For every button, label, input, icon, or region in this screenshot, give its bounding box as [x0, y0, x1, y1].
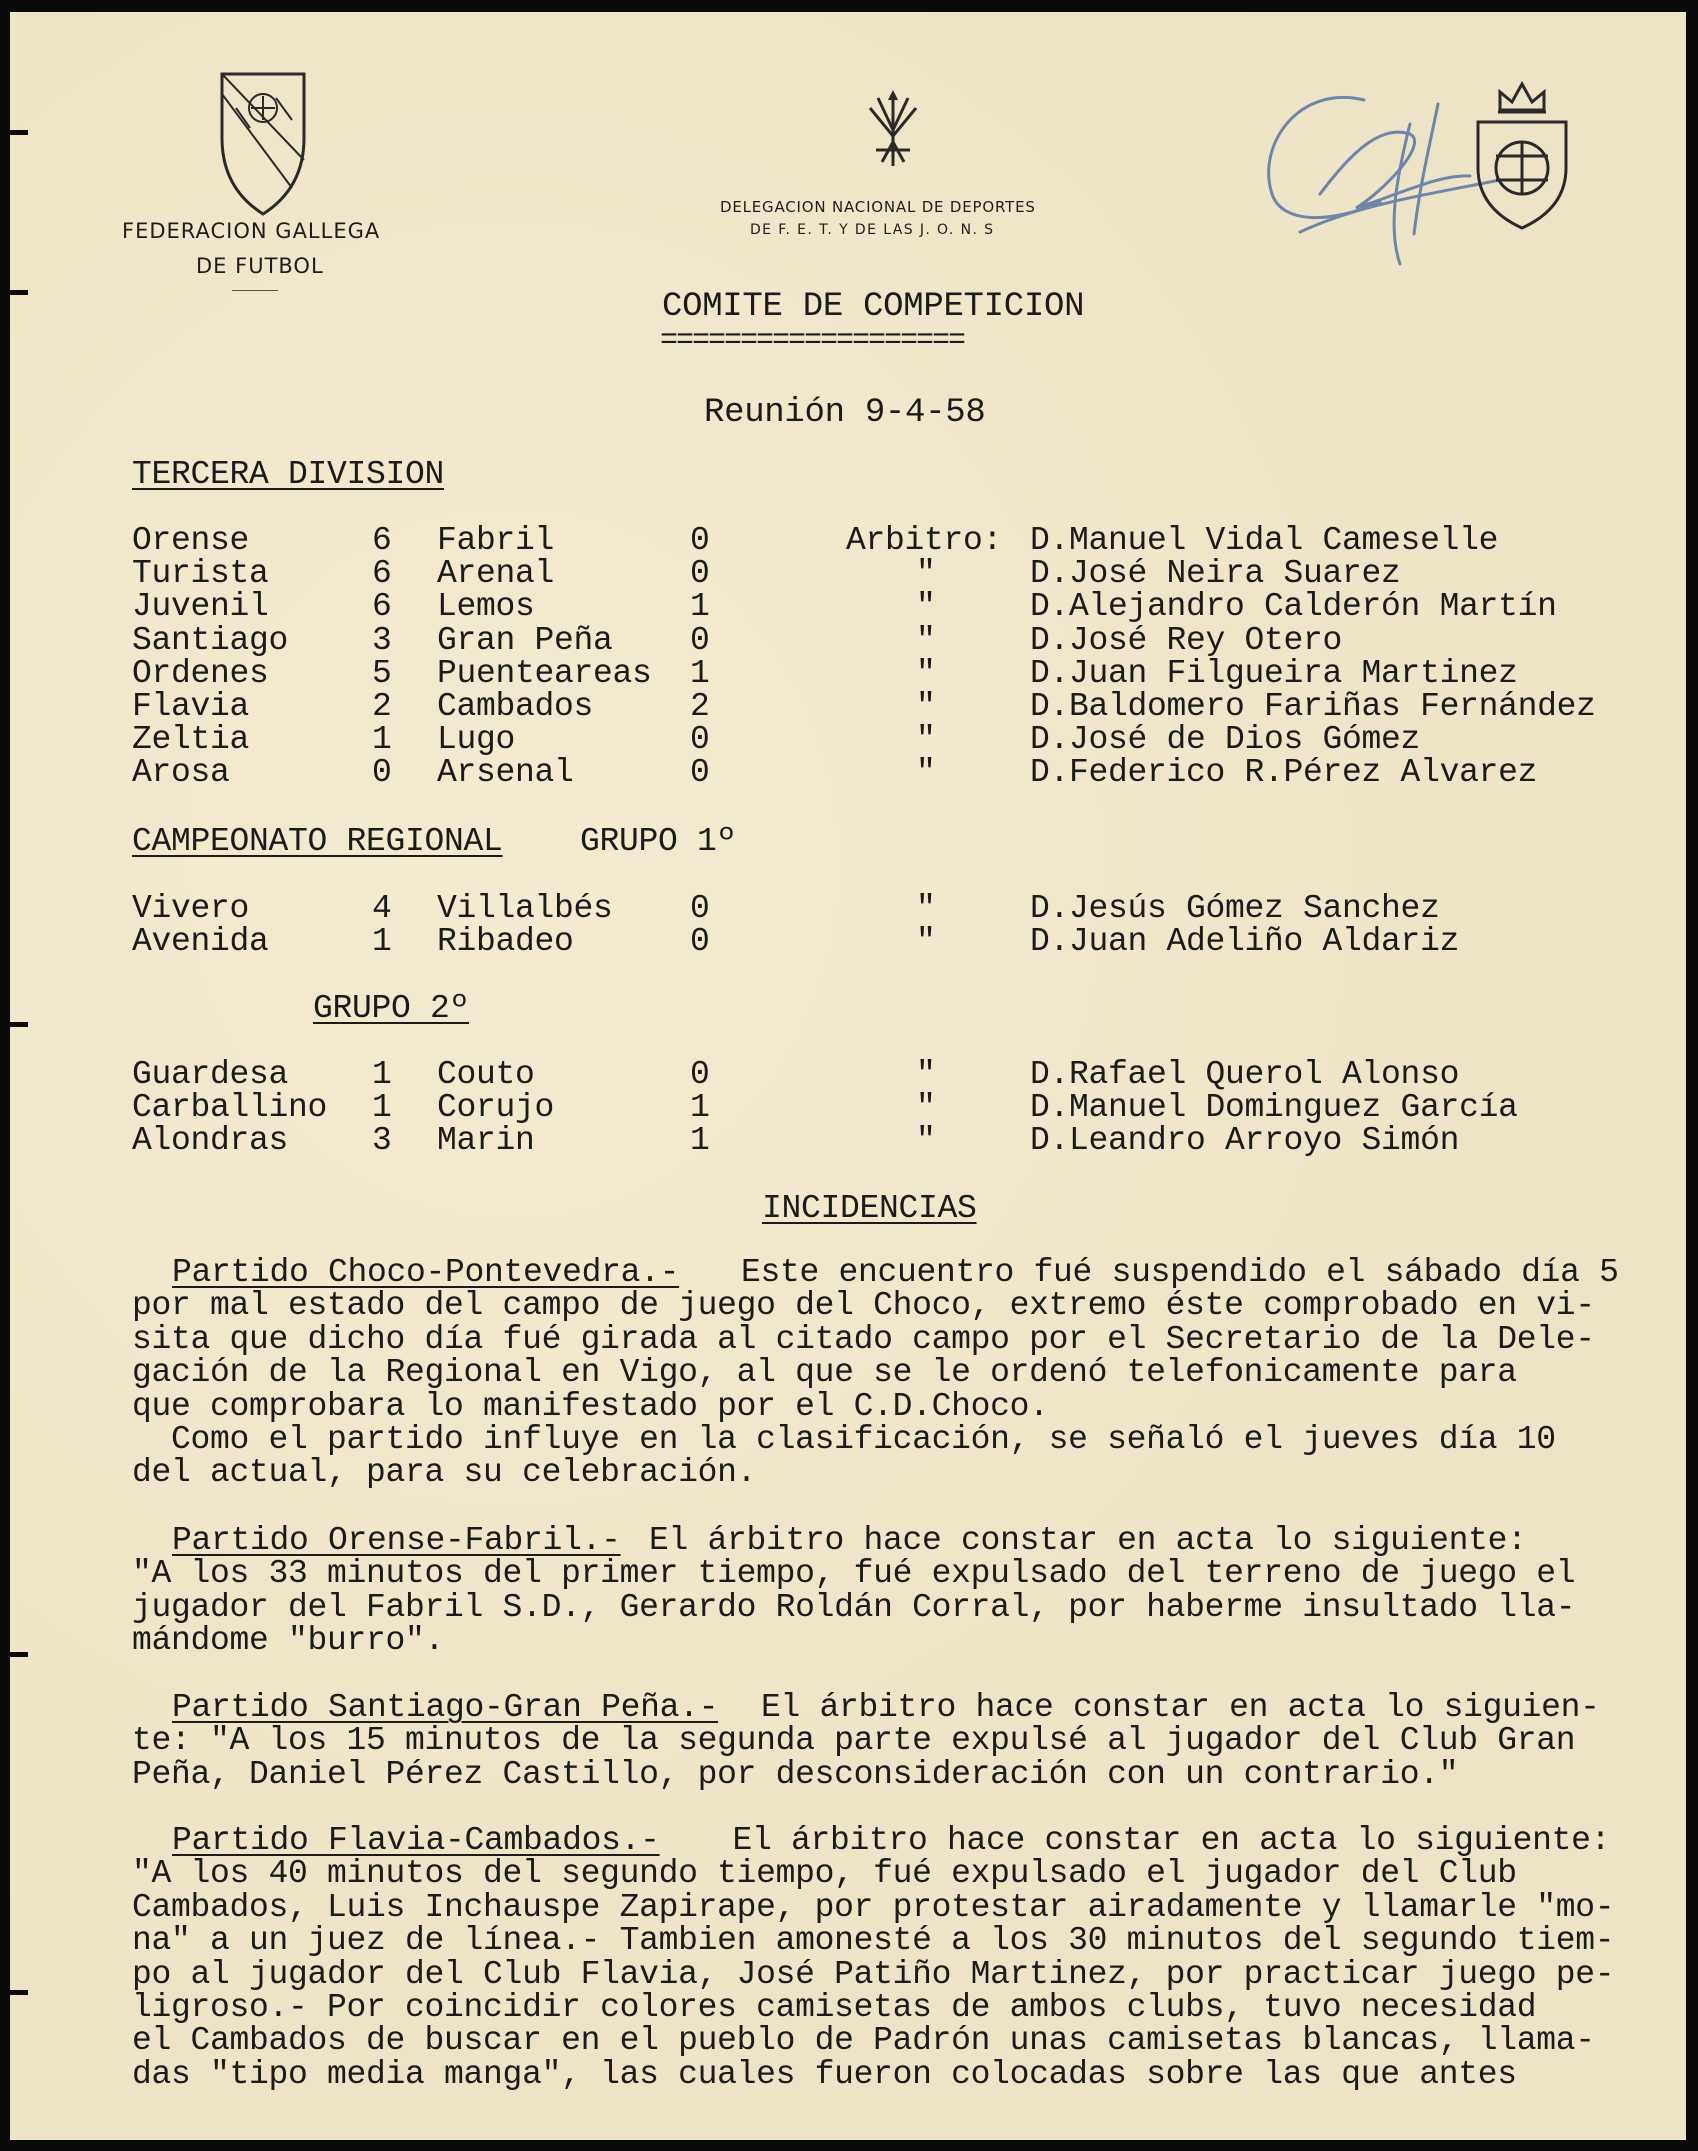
- home-team: Juvenil: [132, 588, 269, 626]
- referee-name: D.Rafael Querol Alonso: [1030, 1056, 1460, 1093]
- away-score: 1: [690, 1122, 710, 1160]
- home-team: Carballino: [132, 1089, 328, 1127]
- away-score: 0: [690, 1056, 710, 1093]
- incident-heading: Partido Santiago-Gran Peña.-: [172, 1689, 719, 1726]
- away-team: Arsenal: [437, 754, 574, 792]
- incident-text-line: Peña, Daniel Pérez Castillo, por desconsideración con un contrario.": [132, 1755, 1459, 1793]
- referee-label: ": [916, 1122, 936, 1160]
- federation-name-line2: DE FUTBOL: [196, 254, 324, 278]
- away-team: Couto: [437, 1056, 535, 1093]
- away-score: 0: [690, 923, 710, 961]
- home-score: 2: [372, 688, 392, 725]
- document-page: [10, 12, 1686, 2140]
- incident-text-line: mándome "burro".: [132, 1622, 445, 1660]
- incident-text-line: que comprobara lo manifestado por el C.D.Choco.: [132, 1387, 1049, 1425]
- page-title: COMITE DE COMPETICION: [662, 288, 1085, 326]
- away-team: Villalbés: [437, 890, 613, 927]
- incident-text-line: te: "A los 15 minutos de la segunda parte expulsé al jugador del Club Gran: [132, 1722, 1576, 1760]
- incident-heading: Partido Choco-Pontevedra.-: [172, 1254, 680, 1291]
- referee-label: ": [916, 754, 936, 792]
- delegation-line2: DE F. E. T. Y DE LAS J. O. N. S: [750, 222, 995, 238]
- referee-name: D.Manuel Dominguez García: [1030, 1089, 1518, 1127]
- referee-name: D.Jesús Gómez Sanchez: [1030, 890, 1440, 927]
- referee-name: D.Leandro Arroyo Simón: [1030, 1122, 1460, 1160]
- referee-name: D.Juan Filgueira Martinez: [1030, 654, 1518, 692]
- incident-text-line: Cambados, Luis Inchauspe Zapirape, por protestar airadamente y llamarle "mo-: [132, 1888, 1615, 1926]
- referee-label: ": [916, 1056, 936, 1093]
- incident-text-line: El árbitro hace constar en acta lo siguiente:: [674, 1822, 1611, 1859]
- binding-mark: [10, 1652, 28, 1657]
- home-team: Avenida: [132, 923, 269, 961]
- home-score: 3: [372, 621, 392, 659]
- away-score: 0: [690, 890, 710, 927]
- home-team: Ordenes: [132, 654, 269, 692]
- away-team: Cambados: [437, 688, 594, 725]
- section-grupo-1: GRUPO 1º: [580, 823, 737, 860]
- away-score: 1: [690, 588, 710, 626]
- section-tercera-division: TERCERA DIVISION: [132, 456, 445, 493]
- home-score: 5: [372, 654, 392, 692]
- section-incidencias: INCIDENCIAS: [762, 1190, 977, 1227]
- referee-label: ": [916, 588, 936, 626]
- home-score: 1: [372, 923, 392, 961]
- incident-text-line: sita que dicho día fué girada al citado campo por el Secretario de la Dele-: [132, 1320, 1595, 1358]
- home-score: 3: [372, 1122, 392, 1160]
- incident-text-line: por mal estado del campo de juego del Choco, extremo éste comprobado en vi-: [132, 1287, 1595, 1325]
- home-team: Santiago: [132, 621, 289, 659]
- away-score: 1: [690, 654, 710, 692]
- away-team: Marin: [437, 1122, 535, 1160]
- incident-text-line: del actual, para su celebración.: [132, 1454, 757, 1492]
- away-team: Lemos: [437, 588, 535, 626]
- incident-text-line: das "tipo media manga", las cuales fueron colocadas sobre las que antes: [132, 2055, 1517, 2093]
- away-team: Puenteareas: [437, 654, 652, 692]
- letterhead-divider: [232, 290, 278, 291]
- home-team: Arosa: [132, 754, 230, 792]
- royal-football-crest-icon: [1470, 72, 1574, 232]
- title-rule: ===================: [660, 324, 965, 358]
- home-team: Alondras: [132, 1122, 289, 1160]
- incident-text-line: El árbitro hace constar en acta lo siguiente:: [610, 1522, 1527, 1559]
- referee-label: ": [916, 890, 936, 927]
- away-score: 0: [690, 555, 710, 593]
- referee-name: D.Baldomero Fariñas Fernández: [1030, 688, 1596, 725]
- away-team: Lugo: [437, 721, 516, 759]
- referee-name: D.Alejandro Calderón Martín: [1030, 588, 1557, 626]
- referee-label: ": [916, 688, 936, 725]
- incident-text-line: na" a un juez de línea.- Tambien amonesté a los 30 minutos del segundo tiem-: [132, 1922, 1615, 1960]
- away-score: 0: [690, 621, 710, 659]
- home-score: 6: [372, 588, 392, 626]
- away-score: 0: [690, 522, 710, 559]
- federation-name-line1: FEDERACION GALLEGA: [122, 219, 381, 243]
- home-score: 4: [372, 890, 392, 927]
- referee-name: D.José Neira Suarez: [1030, 555, 1401, 593]
- home-score: 1: [372, 1089, 392, 1127]
- away-team: Gran Peña: [437, 621, 613, 659]
- incident-text-line: "A los 40 minutos del segundo tiempo, fué expulsado el jugador del Club: [132, 1855, 1517, 1893]
- binding-mark: [10, 290, 28, 295]
- section-grupo-2: GRUPO 2º: [313, 990, 470, 1027]
- away-team: Fabril: [437, 522, 555, 559]
- home-score: 1: [372, 721, 392, 759]
- referee-label: Arbitro:: [846, 522, 1003, 559]
- incident-text-line: po al jugador del Club Flavia, José Patiño Martinez, por practicar juego pe-: [132, 1955, 1615, 1993]
- incident-text-line: ligroso.- Por coincidir colores camisetas de ambos clubs, tuvo necesidad: [132, 1989, 1537, 2026]
- referee-label: ": [916, 555, 936, 593]
- away-score: 0: [690, 754, 710, 792]
- incident-text-line: Como el partido influye en la clasificación, se señaló el jueves día 10: [132, 1421, 1556, 1458]
- incident-text-line: Este encuentro fué suspendido el sábado día 5: [702, 1254, 1619, 1291]
- home-team: Guardesa: [132, 1056, 289, 1093]
- incident-text-line: jugador del Fabril S.D., Gerardo Roldán Corral, por haberme insultado lla-: [132, 1588, 1576, 1626]
- referee-name: D.Manuel Vidal Cameselle: [1030, 522, 1499, 559]
- federation-crest-icon: [216, 68, 310, 218]
- referee-label: ": [916, 621, 936, 659]
- incident-text-line: el Cambados de buscar en el pueblo de Padrón unas camisetas blancas, llama-: [132, 2022, 1595, 2060]
- referee-label: ": [916, 1089, 936, 1127]
- referee-name: D.Federico R.Pérez Alvarez: [1030, 754, 1538, 792]
- incident-text-line: gación de la Regional en Vigo, al que se le ordenó telefonicamente para: [132, 1354, 1517, 1392]
- referee-label: ": [916, 654, 936, 692]
- home-team: Flavia: [132, 688, 250, 725]
- away-team: Ribadeo: [437, 923, 574, 961]
- yoke-arrows-emblem-icon: [862, 90, 924, 170]
- binding-mark: [10, 130, 28, 135]
- home-score: 0: [372, 754, 392, 792]
- referee-name: D.José Rey Otero: [1030, 621, 1343, 659]
- incident-heading: Partido Flavia-Cambados.-: [172, 1822, 660, 1859]
- away-score: 1: [690, 1089, 710, 1127]
- referee-name: D.Juan Adeliño Aldariz: [1030, 923, 1460, 961]
- home-team: Zeltia: [132, 721, 250, 759]
- referee-label: ": [916, 721, 936, 759]
- away-team: Arenal: [437, 555, 555, 593]
- home-team: Turista: [132, 555, 269, 593]
- incident-text-line: "A los 33 minutos del primer tiempo, fué expulsado del terreno de juego el: [132, 1555, 1576, 1593]
- home-team: Vivero: [132, 890, 250, 927]
- home-score: 6: [372, 555, 392, 593]
- meeting-date: Reunión 9-4-58: [704, 394, 986, 432]
- referee-name: D.José de Dios Gómez: [1030, 721, 1421, 759]
- away-score: 0: [690, 721, 710, 759]
- binding-mark: [10, 1990, 28, 1995]
- away-score: 2: [690, 688, 710, 725]
- referee-label: ": [916, 923, 936, 961]
- away-team: Corujo: [437, 1089, 555, 1127]
- incident-text-line: El árbitro hace constar en acta lo siguien-: [722, 1689, 1600, 1726]
- delegation-line1: DELEGACION NACIONAL DE DEPORTES: [720, 198, 1036, 216]
- home-team: Orense: [132, 522, 250, 559]
- home-score: 6: [372, 522, 392, 559]
- incident-heading: Partido Orense-Fabril.-: [172, 1522, 621, 1559]
- section-campeonato-regional: CAMPEONATO REGIONAL: [132, 823, 503, 860]
- home-score: 1: [372, 1056, 392, 1093]
- binding-mark: [10, 1022, 28, 1027]
